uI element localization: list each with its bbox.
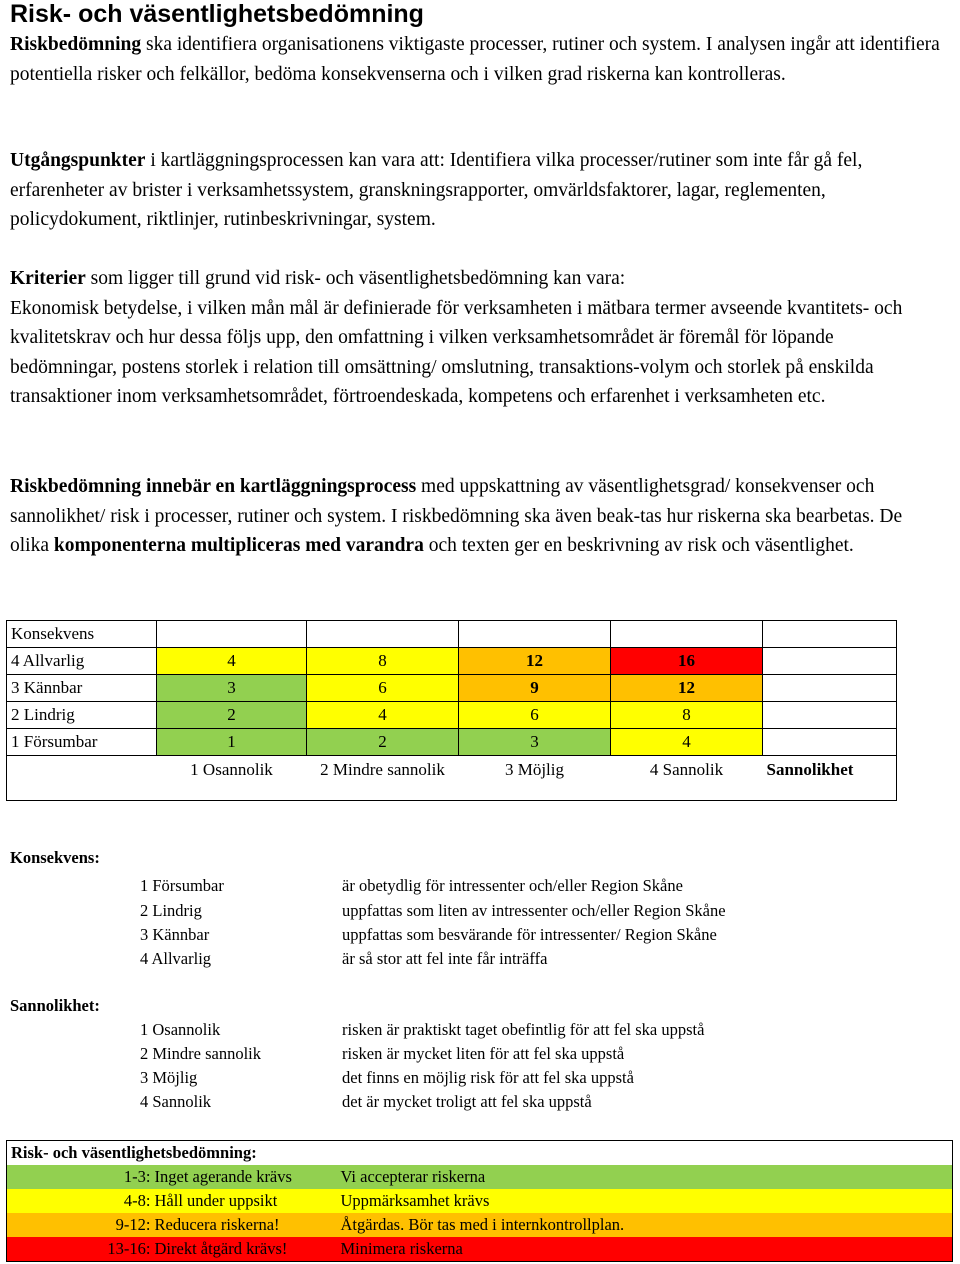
probability-level: 2 Mindre sannolik — [140, 1044, 261, 1063]
matrix-empty-cell — [763, 648, 897, 675]
probability-axis-label: Sannolikhet — [763, 756, 897, 785]
starting-points-paragraph — [10, 146, 945, 235]
matrix-cell: 2 — [307, 729, 459, 756]
consequence-level: 2 Lindrig — [140, 901, 202, 920]
assessment-table — [6, 1140, 953, 1262]
matrix-spacer-cell — [611, 784, 763, 801]
process-bold-2: komponenterna multipliceras med varandra — [53, 535, 424, 556]
consequence-legend-heading: Konsekvens: — [10, 848, 100, 867]
matrix-empty-cell — [763, 675, 897, 702]
probability-label: 3 Möjlig — [459, 756, 611, 785]
matrix-cell: 9 — [459, 675, 611, 702]
matrix-spacer-cell — [7, 784, 157, 801]
assessment-range: 9-12: — [115, 1215, 151, 1234]
assessment-note: Vi accepterar riskerna — [340, 1167, 486, 1186]
assessment-row — [7, 1213, 953, 1237]
matrix-spacer-cell — [763, 784, 897, 801]
assessment-action: Inget agerande krävs — [154, 1167, 292, 1186]
matrix-row — [7, 729, 897, 756]
matrix-spacer-cell — [157, 784, 307, 801]
matrix-header-cell — [763, 621, 897, 648]
probability-description: risken är mycket liten för att fel ska uppstå — [342, 1044, 625, 1063]
starting-points-text: i kartläggningsprocessen kan vara att: Identifiera vilka processer/rutiner som inte får gå fel, erfarenheter av brister i verksamhetssystem, granskningsrapporter, omvärldsfaktorer, lagar, reglementen, policydokument, riktlinjer, rutinbeskrivningar, system. — [10, 150, 863, 230]
process-bold-1: Riskbedömning innebär en kartläggningsprocess — [10, 476, 417, 497]
matrix-empty-cell — [763, 702, 897, 729]
matrix-cell: 1 — [157, 729, 307, 756]
criteria-text-2: Ekonomisk betydelse, i vilken mån mål är definierade för verksamheten i mätbara termer avseende kvantitets- och kvalitetskrav och hur dessa följs upp, den omfattning i vilken verksamhetsområdet är föremål för löpande bedömningar, postens storlek i relation till omsättning/ omslutning, transaktions-volym och storlek på enskilda transaktioner inom verksamhetsområdet, förtroendeskada, kompetens och erfarenhet i verksamheten etc. — [10, 297, 903, 407]
assessment-heading-row — [7, 1141, 953, 1166]
probability-label: 1 Osannolik — [157, 756, 307, 785]
matrix-header-label: Konsekvens — [7, 621, 157, 648]
criteria-bold: Kriterier — [10, 268, 86, 289]
matrix-header-cell — [307, 621, 459, 648]
probability-label: 2 Mindre sannolik — [307, 756, 459, 785]
consequence-level: 4 Allvarlig — [140, 949, 212, 968]
matrix-header-row — [7, 621, 897, 648]
matrix-row — [7, 675, 897, 702]
assessment-row — [7, 1237, 953, 1262]
matrix-cell: 6 — [307, 675, 459, 702]
intro-paragraph — [10, 30, 945, 89]
matrix-cell: 3 — [459, 729, 611, 756]
probability-legend-heading: Sannolikhet: — [10, 996, 100, 1015]
assessment-action: Håll under uppsikt — [154, 1191, 278, 1210]
consequence-description: är obetydlig för intressenter och/eller Region Skåne — [342, 876, 683, 895]
matrix-probability-row — [7, 756, 897, 785]
starting-points-bold: Utgångspunkter — [10, 150, 146, 171]
consequence-legend-row — [0, 874, 960, 898]
probability-level: 1 Osannolik — [140, 1020, 221, 1039]
probability-level: 4 Sannolik — [140, 1092, 212, 1111]
probability-legend-row — [0, 1042, 960, 1066]
matrix-axis-blank — [7, 756, 157, 785]
matrix-row-label: 2 Lindrig — [7, 702, 157, 729]
assessment-action: Reducera riskerna! — [154, 1215, 280, 1234]
consequence-description: är så stor att fel inte får inträffa — [342, 949, 548, 968]
assessment-heading: Risk- och väsentlighetsbedömning: — [11, 1143, 257, 1162]
matrix-cell: 12 — [611, 675, 763, 702]
consequence-description: uppfattas som liten av intressenter och/eller Region Skåne — [342, 901, 726, 920]
assessment-note: Uppmärksamhet krävs — [340, 1191, 490, 1210]
matrix-header-cell — [611, 621, 763, 648]
probability-description: risken är praktiskt taget obefintlig för att fel ska uppstå — [342, 1020, 705, 1039]
assessment-action: Direkt åtgärd krävs! — [154, 1239, 288, 1258]
assessment-row — [7, 1165, 953, 1189]
matrix-bottom-spacer — [7, 784, 897, 801]
matrix-row-label: 4 Allvarlig — [7, 648, 157, 675]
assessment-range: 13-16: — [107, 1239, 151, 1258]
matrix-cell: 4 — [611, 729, 763, 756]
intro-text: ska identifiera organisationens viktigaste processer, rutiner och system. I analysen ingår att identifiera potentiella risker och felkällor, bedöma konsekvenserna och i vilken grad riskerna kan kontrolleras. — [10, 34, 940, 85]
probability-level: 3 Möjlig — [140, 1068, 198, 1087]
criteria-paragraph — [10, 264, 945, 412]
probability-description: det finns en möjlig risk för att fel ska uppstå — [342, 1068, 634, 1087]
matrix-row-label: 1 Försumbar — [7, 729, 157, 756]
assessment-range: 1-3: — [123, 1167, 151, 1186]
consequence-level: 1 Försumbar — [140, 876, 224, 895]
matrix-cell: 2 — [157, 702, 307, 729]
matrix-cell: 3 — [157, 675, 307, 702]
consequence-level: 3 Kännbar — [140, 925, 210, 944]
process-text-1: med uppskattning av väsentlighetsgrad/ konsekvenser och sannolikhet/ risk i processer, rutiner och system. I riskbedömning ska även beak-tas hur riskerna ska bearbetas. De olika — [10, 476, 903, 556]
consequence-legend-row — [0, 947, 960, 971]
matrix-spacer-cell — [459, 784, 611, 801]
matrix-cell: 4 — [157, 648, 307, 675]
consequence-description: uppfattas som besvärande för intressenter/ Region Skåne — [342, 925, 717, 944]
matrix-header-cell — [459, 621, 611, 648]
consequence-legend-row — [0, 899, 960, 923]
assessment-note: Åtgärdas. Bör tas med i internkontrollplan. — [340, 1215, 625, 1234]
matrix-cell: 8 — [611, 702, 763, 729]
probability-label: 4 Sannolik — [611, 756, 763, 785]
assessment-row — [7, 1189, 953, 1213]
probability-legend-row — [0, 1066, 960, 1090]
process-text-2: och texten ger en beskrivning av risk och väsentlighet. — [423, 535, 854, 556]
assessment-range: 4-8: — [123, 1191, 151, 1210]
matrix-cell: 4 — [307, 702, 459, 729]
matrix-row — [7, 648, 897, 675]
probability-legend-row — [0, 1018, 960, 1042]
matrix-header-cell — [157, 621, 307, 648]
probability-legend-row — [0, 1090, 960, 1114]
matrix-empty-cell — [763, 729, 897, 756]
matrix-row-label: 3 Kännbar — [7, 675, 157, 702]
probability-description: det är mycket troligt att fel ska uppstå — [342, 1092, 592, 1111]
risk-matrix — [6, 620, 897, 801]
intro-bold: Riskbedömning — [10, 34, 142, 55]
matrix-cell: 6 — [459, 702, 611, 729]
matrix-spacer-cell — [307, 784, 459, 801]
process-paragraph — [10, 472, 945, 561]
matrix-cell: 8 — [307, 648, 459, 675]
matrix-cell: 16 — [611, 648, 763, 675]
consequence-legend-row — [0, 923, 960, 947]
assessment-note: Minimera riskerna — [340, 1239, 463, 1258]
page-title: Risk- och väsentlighetsbedömning — [10, 0, 424, 28]
matrix-row — [7, 702, 897, 729]
matrix-cell: 12 — [459, 648, 611, 675]
criteria-text-1: som ligger till grund vid risk- och väsentlighetsbedömning kan vara: — [85, 268, 626, 289]
